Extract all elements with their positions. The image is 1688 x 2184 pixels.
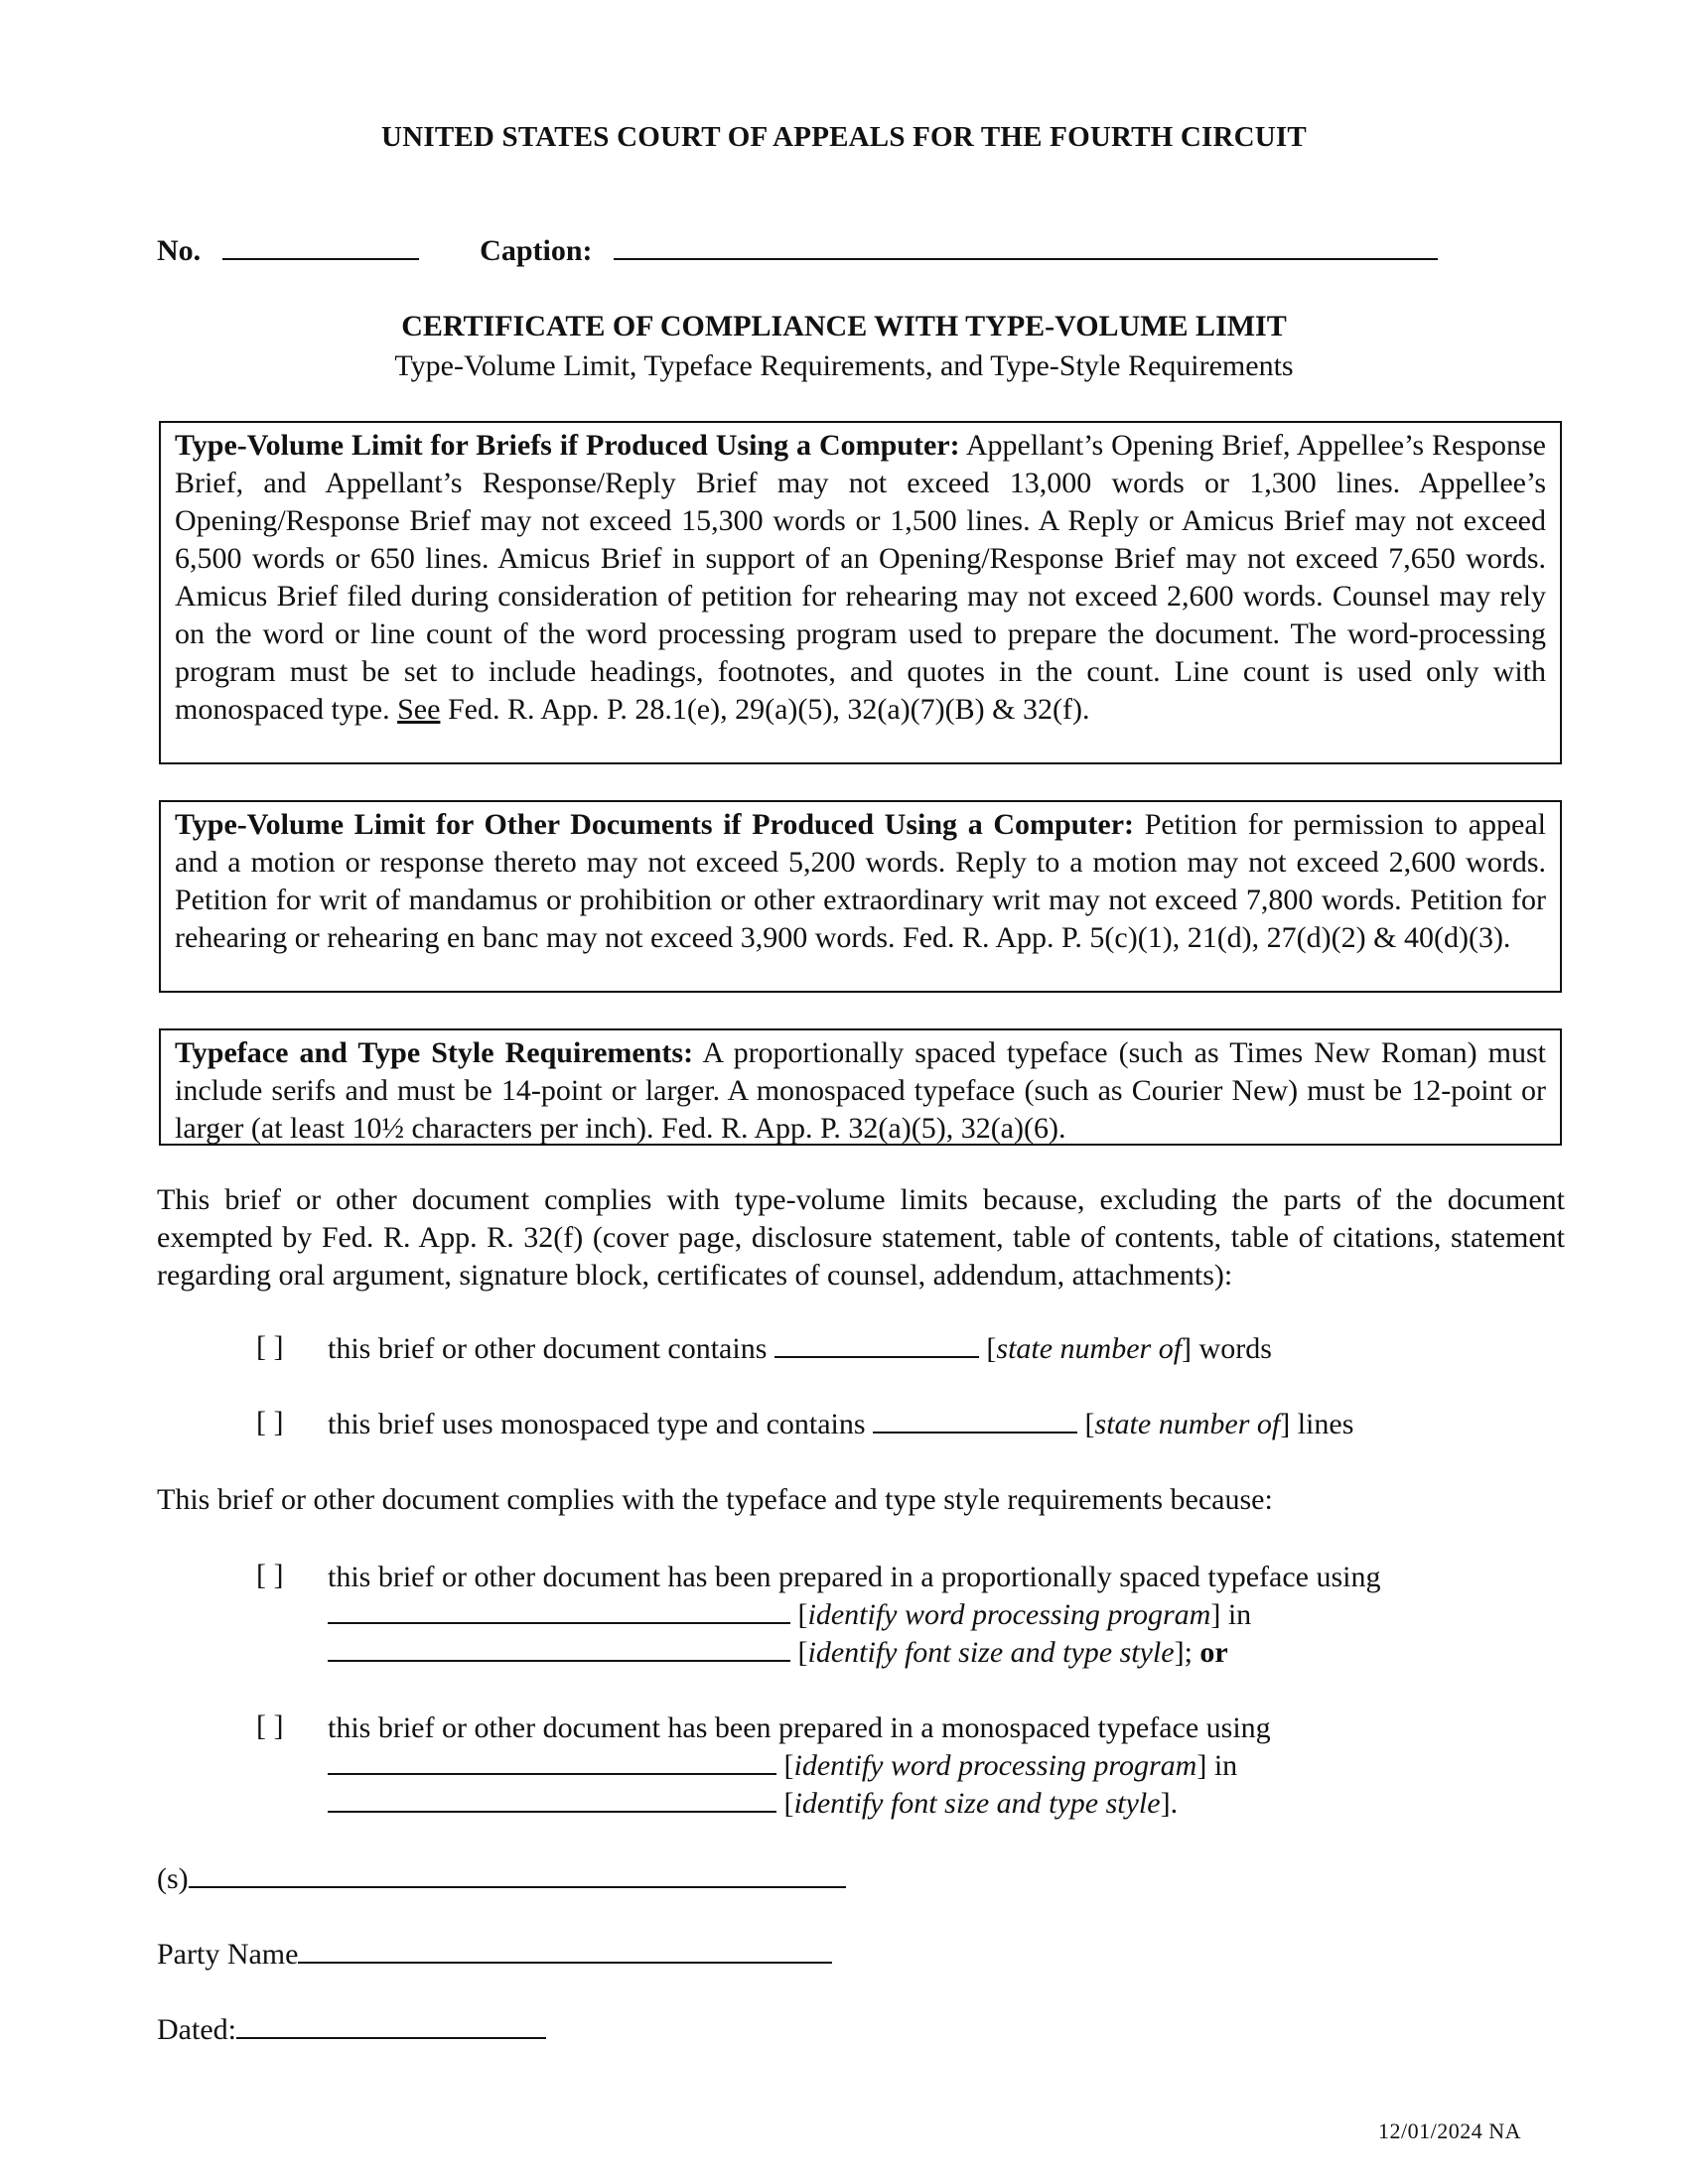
proportional-typeface-option [0,1559,1688,1678]
dated-row [157,2013,546,2047]
case-number-field[interactable] [222,232,419,260]
word-count-checkbox[interactable]: [ ] [256,1330,284,1363]
word-count-unit: words [1192,1332,1272,1365]
dated-label: Dated: [157,2013,236,2046]
monospaced-program-hint: identify word processing program [793,1749,1197,1782]
proportional-program-hint: identify word processing program [807,1598,1211,1631]
certificate-subtitle: Type-Volume Limit, Typeface Requirements, and Type-Style Requirements [394,349,1294,382]
case-number-caption-row [157,232,1438,268]
other-documents-limit-box [159,800,1562,993]
monospaced-line2: [identify word processing program] in [328,1747,1237,1785]
proportional-in: in [1220,1598,1252,1631]
court-title: UNITED STATES COURT OF APPEALS FOR THE FOURTH CIRCUIT [381,121,1307,153]
typeface-requirements-heading: Typeface and Type Style Requirements: [175,1036,694,1069]
or-conjunction: or [1199,1636,1228,1669]
proportional-line1: this brief or other document has been prepared in a proportionally spaced typeface using [328,1561,1381,1593]
briefs-limit-text: Appellant’s Opening Brief, Appellee’s Response Brief, and Appellant’s Response/Reply Brief may not exceed 13,000 words or 1,300 lines. Appellee’s Opening/Response Brief may not exceed 15,300 words or 1,500 lines. A Reply or Amicus Brief may not exceed 6,500 words or 650 lines. Amicus Brief in support of an Opening/Response Brief may not exceed 7,650 words. Amicus Brief filed during consideration of petition for rehearing may not exceed 2,600 words. Counsel may rely on the word or line count of the word processing program used to prepare the document. The word-processing program must be set to include headings, footnotes, and quotes in the count. Line count is used only with monospaced type. [175,429,1546,726]
typeface-requirements-text: A proportionally spaced typeface (such as Times New Roman) must include serifs and must be 14-point or larger. A monospaced typeface (such as Courier New) must be 12-point or larger (at least 10½ characters per inch). Fed. R. App. P. 32(a)(5), 32(a)(6). [175,1036,1546,1145]
party-name-field[interactable] [298,1938,832,1964]
monospaced-typeface-option [0,1709,1688,1829]
word-count-option [0,1330,1688,1370]
monospaced-font-field[interactable] [328,1787,776,1813]
line-count-field[interactable] [873,1408,1077,1433]
line-count-text: this brief uses monospaced type and contains [state number of] lines [328,1408,1354,1440]
monospaced-checkbox[interactable]: [ ] [256,1709,284,1742]
signature-label: (s) [157,1862,189,1895]
certificate-title: CERTIFICATE OF COMPLIANCE WITH TYPE-VOLUME LIMIT [401,310,1287,342]
monospaced-font-hint: identify font size and type style [793,1787,1161,1820]
briefs-limit-box [159,421,1562,764]
monospaced-program-field[interactable] [328,1749,776,1775]
proportional-program-field[interactable] [328,1598,790,1624]
see-signal: See [397,693,441,726]
monospaced-line3: [identify font size and type style]. [328,1785,1178,1823]
line-count-unit: lines [1290,1408,1354,1440]
monospaced-in: in [1206,1749,1238,1782]
other-documents-text: Petition for permission to appeal and a motion or response thereto may not exceed 5,200 words. Reply to a motion may not exceed 2,600 words. Petition for writ of mandamus or prohibition or other extraordinary writ may not exceed 7,800 words. Petition for rehearing or rehearing en banc may not exceed 3,900 words. Fed. R. App. P. 5(c)(1), 21(d), 27(d)(2) & 40(d)(3). [175,808,1546,954]
signature-field[interactable] [189,1862,846,1888]
party-name-label: Party Name [157,1938,299,1971]
typeface-requirements-box [159,1028,1562,1146]
line-count-hint: state number of [1094,1408,1281,1440]
revision-date: 12/01/2024 NA [1378,2118,1521,2143]
proportional-font-field[interactable] [328,1636,790,1662]
signature-row [157,1862,846,1896]
word-count-label: this brief or other document contains [328,1332,774,1365]
word-count-text: this brief or other document contains [state number of] words [328,1332,1272,1365]
word-count-hint: state number of [996,1332,1183,1365]
proportional-font-hint: identify font size and type style [807,1636,1175,1669]
line-count-option [0,1406,1688,1445]
party-name-row [157,1938,832,1972]
briefs-limit-citation: Fed. R. App. P. 28.1(e), 29(a)(5), 32(a)(7)(B) & 32(f). [440,693,1090,726]
line-count-checkbox[interactable]: [ ] [256,1406,284,1438]
typeface-compliance-intro: This brief or other document complies with the typeface and type style requirements because: [157,1483,1273,1516]
caption-field[interactable] [614,232,1438,260]
dated-field[interactable] [236,2013,546,2039]
briefs-limit-heading: Type-Volume Limit for Briefs if Produced Using a Computer: [175,429,960,462]
type-volume-compliance-intro: This brief or other document complies with type-volume limits because, excluding the parts of the document exempted by Fed. R. App. R. 32(f) (cover page, disclosure statement, table of contents, table of citations, statement regarding oral argument, signature block, certificates of counsel, addendum, attachments): [157,1183,1565,1292]
line-count-label: this brief uses monospaced type and contains [328,1408,874,1440]
proportional-checkbox[interactable]: [ ] [256,1559,284,1591]
caption-label: Caption: [480,234,593,267]
no-label: No. [157,234,202,267]
proportional-line2: [identify word processing program] in [328,1596,1251,1634]
proportional-line3: [identify font size and type style]; or [328,1634,1228,1672]
monospaced-line1: this brief or other document has been prepared in a monospaced typeface using [328,1711,1271,1744]
word-count-field[interactable] [774,1332,979,1358]
other-documents-heading: Type-Volume Limit for Other Documents if Produced Using a Computer: [175,808,1135,841]
